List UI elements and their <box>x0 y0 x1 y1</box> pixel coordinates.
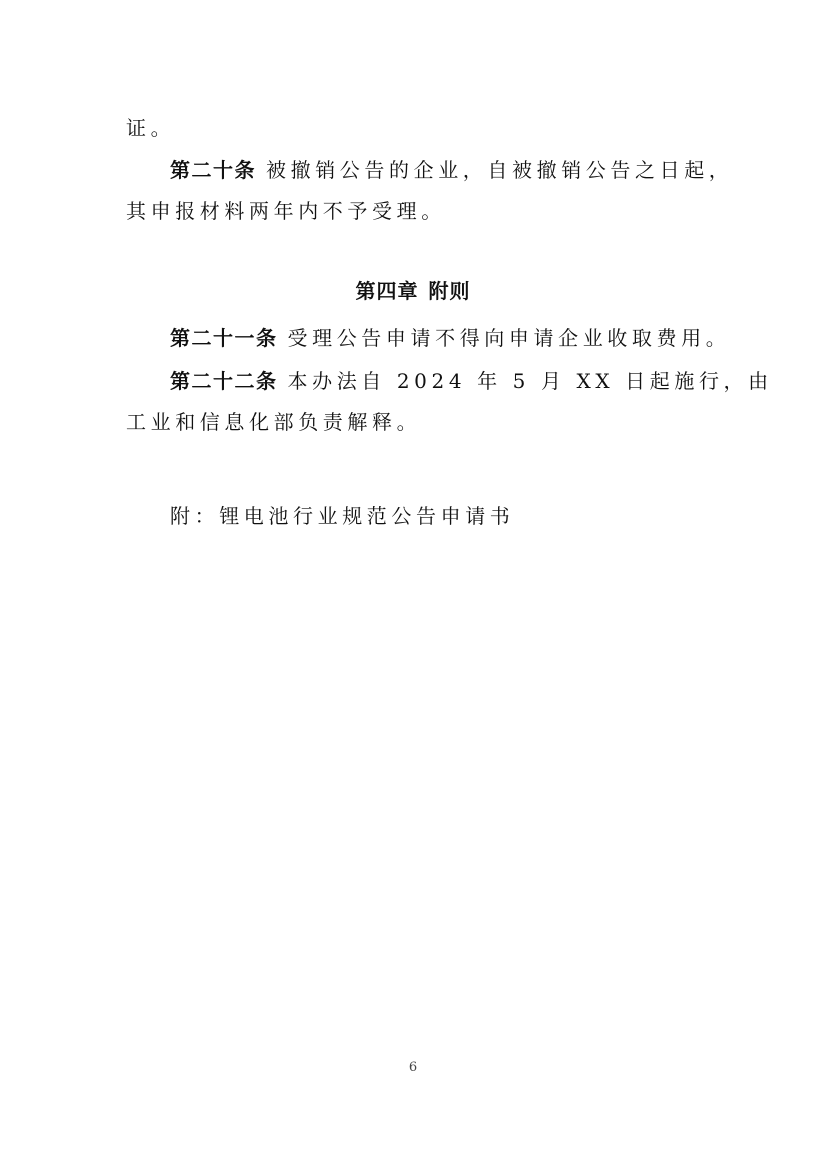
continuation-text-content: 证。 <box>126 116 176 140</box>
chapter-4-title: 第四章 <box>355 279 419 303</box>
attachment-text: 附：锂电池行业规范公告申请书 <box>170 504 515 528</box>
chapter-4-subtitle: 附则 <box>428 279 471 303</box>
chapter-4-heading <box>0 276 826 306</box>
continuation-text <box>126 113 706 143</box>
article-20-line-1: 被撤销公告的企业，自被撤销公告之日起， <box>266 158 734 182</box>
article-21-paragraph <box>170 323 750 353</box>
article-20-line-2: 其申报材料两年内不予受理。 <box>126 199 446 223</box>
article-22-heading: 第二十二条 <box>170 369 278 393</box>
article-22-paragraph <box>170 366 773 396</box>
article-20-heading: 第二十条 <box>170 158 256 182</box>
article-22-line-2-row <box>126 407 706 437</box>
article-21-text: 受理公告申请不得向申请企业收取费用。 <box>287 326 731 350</box>
article-20-line-2-row <box>126 196 706 226</box>
attachment-line <box>170 501 750 531</box>
article-21-heading: 第二十一条 <box>170 326 278 350</box>
article-20-paragraph <box>170 155 750 185</box>
page-number: 6 <box>408 1060 418 1075</box>
article-22-line-2: 工业和信息化部负责解释。 <box>126 410 422 434</box>
article-22-line-1: 本办法自 2024 年 5 月 XX 日起施行，由 <box>287 369 773 393</box>
